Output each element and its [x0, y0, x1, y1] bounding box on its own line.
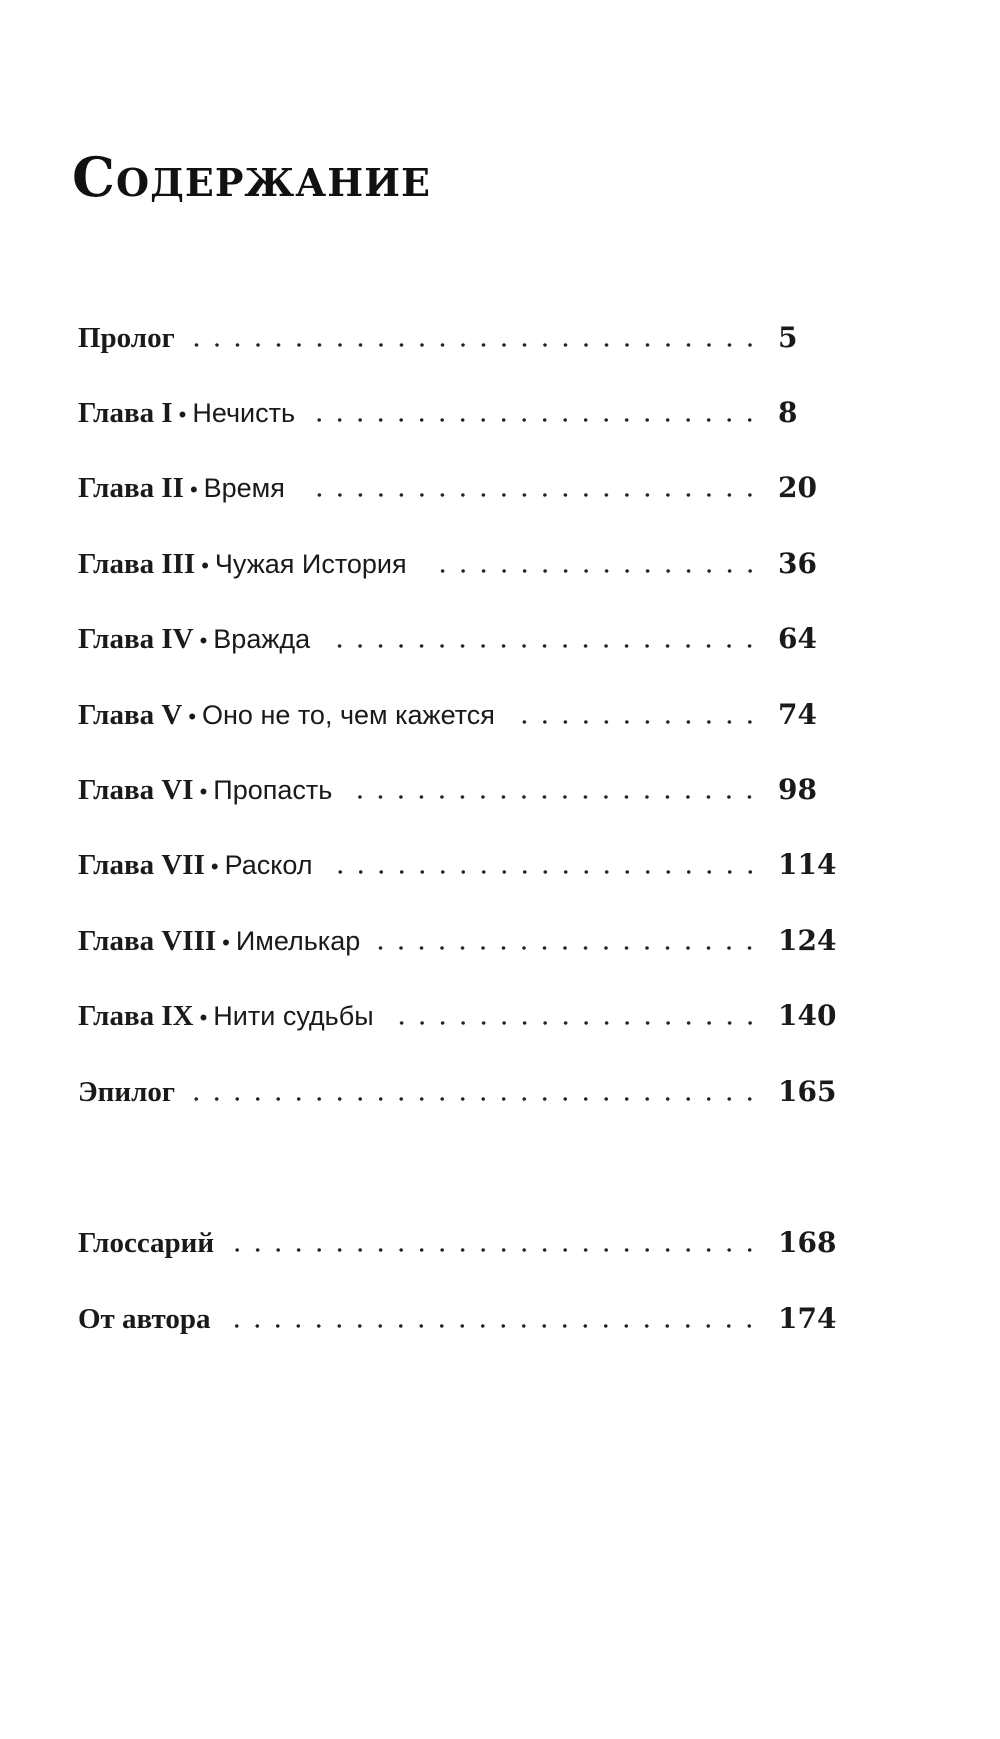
dot-leader [228, 1324, 760, 1328]
entry-label [78, 1223, 214, 1263]
page-number: 114 [778, 848, 837, 881]
entry-name: Нечисть [192, 398, 296, 428]
entry-number: Глава IX [78, 1000, 194, 1032]
entry-label [78, 619, 310, 661]
entry-number: Глоссарий [78, 1227, 215, 1259]
entry-number: От автора [78, 1303, 211, 1335]
entry-label [78, 996, 374, 1038]
dot-leader [378, 946, 760, 950]
dot-leader [313, 418, 760, 422]
entry-label [78, 393, 295, 435]
dot-leader [392, 1021, 760, 1025]
toc-entry-epilogue[interactable] [78, 1072, 848, 1112]
entry-label [78, 770, 332, 812]
dot-leader [193, 1097, 760, 1101]
toc-entry-chapter-7[interactable] [78, 845, 848, 885]
bullet-separator: • [199, 779, 208, 804]
entry-name: Нити судьбы [213, 1001, 374, 1031]
page-number: 64 [778, 622, 817, 655]
page-number: 20 [778, 471, 817, 504]
entry-label [78, 544, 407, 586]
entry-number: Глава V [78, 699, 183, 731]
entry-name: Время [203, 473, 285, 503]
dot-leader [303, 493, 760, 497]
bullet-separator: • [201, 553, 209, 578]
entry-number: Глава VII [78, 849, 205, 881]
entry-label [78, 1299, 210, 1339]
page-number: 174 [778, 1302, 837, 1335]
entry-number: Эпилог [78, 1076, 176, 1108]
toc-entry-chapter-6[interactable] [78, 770, 848, 810]
entry-number: Глава III [78, 548, 196, 580]
toc-entry-chapter-4[interactable] [78, 619, 848, 659]
page-number: 8 [778, 396, 798, 429]
toc-entry-chapter-3[interactable] [78, 544, 848, 584]
entry-name: Чужая История [214, 549, 407, 579]
toc-entry-chapter-1[interactable] [78, 393, 848, 433]
entry-number: Глава VIII [78, 925, 217, 957]
page-number: 140 [778, 999, 837, 1032]
bullet-separator: • [199, 1005, 208, 1030]
toc-entry-author-note[interactable] [78, 1299, 848, 1339]
entry-label [78, 1072, 175, 1112]
page-number: 124 [778, 924, 837, 957]
entry-label [78, 845, 313, 887]
toc-entry-chapter-9[interactable] [78, 996, 848, 1036]
toc-entry-chapter-5[interactable] [78, 695, 848, 735]
dot-leader [328, 644, 760, 648]
toc-entry-chapter-2[interactable] [78, 468, 848, 508]
page-title: Содержание [72, 145, 431, 209]
page-number: 165 [778, 1075, 837, 1108]
entry-number: Глава VI [78, 774, 194, 806]
bullet-separator: • [199, 628, 208, 653]
entry-name: Раскол [224, 850, 313, 880]
page-number: 168 [778, 1226, 837, 1259]
entry-name: Вражда [213, 624, 311, 654]
entry-number: Глава II [78, 472, 184, 504]
entry-number: Пролог [78, 322, 175, 354]
entry-label [78, 695, 495, 737]
page-number: 36 [778, 547, 817, 580]
page-number: 5 [778, 321, 798, 354]
page-number: 98 [778, 773, 817, 806]
bullet-separator: • [189, 477, 198, 502]
entry-name: Имелькар [235, 926, 361, 956]
toc-entry-prologue[interactable] [78, 318, 848, 358]
dot-leader [350, 795, 760, 799]
entry-label [78, 468, 285, 510]
entry-number: Глава I [78, 397, 173, 429]
bullet-separator: • [210, 854, 219, 879]
dot-leader [193, 343, 760, 347]
bullet-separator: • [222, 930, 230, 955]
entry-name: Пропасть [213, 775, 333, 805]
entry-label [78, 318, 175, 358]
dot-leader [513, 720, 760, 724]
bullet-separator: • [188, 704, 197, 729]
toc-entry-chapter-8[interactable] [78, 921, 848, 961]
entry-name: Оно не то, чем кажется [202, 700, 495, 730]
toc-entry-glossary[interactable] [78, 1223, 848, 1263]
bullet-separator: • [178, 402, 187, 427]
dot-leader [425, 569, 760, 573]
entry-number: Глава IV [78, 623, 194, 655]
page-number: 74 [778, 698, 817, 731]
dot-leader [331, 870, 761, 874]
dot-leader [232, 1248, 760, 1252]
entry-label [78, 921, 360, 963]
